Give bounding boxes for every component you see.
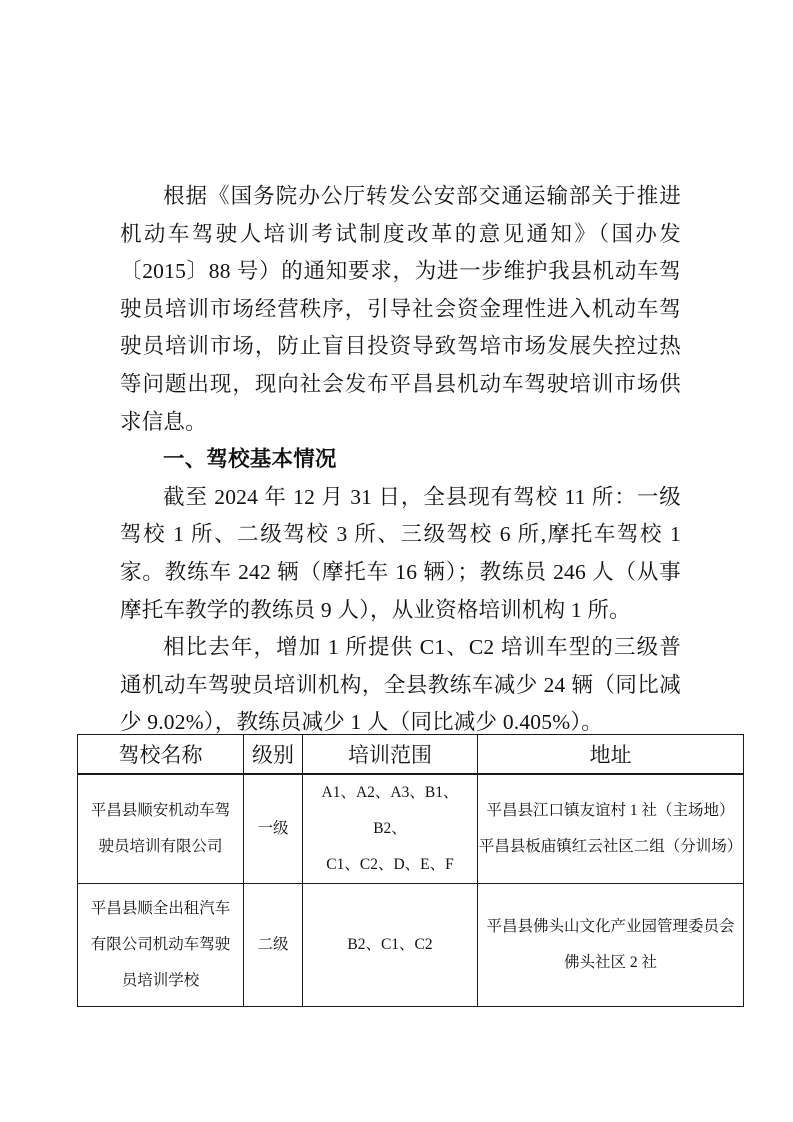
- address-line: 平昌县佛头山文化产业园管理委员会: [486, 918, 735, 935]
- address-line: 佛头社区 2 社: [563, 954, 657, 971]
- driving-schools-table: [77, 734, 744, 1007]
- scope-line: C1、C2、D、E、F: [326, 856, 454, 873]
- paragraph-comparison: 相比去年，增加 1 所提供 C1、C2 培训车型的三级普通机动车驾驶员培训机构，全县教练车减少 24 辆（同比减少 9.02%），教练员减少 1 人（同比减少 0.405%）。: [120, 635, 681, 735]
- address-cell: [478, 774, 744, 884]
- school-name-line: 平昌县顺安机动车驾: [90, 802, 231, 819]
- document-body: [120, 178, 681, 742]
- address-cell: [478, 884, 744, 1007]
- training-scope-cell: [303, 884, 478, 1007]
- paragraph-overview: 截至 2024 年 12 月 31 日，全县现有驾校 11 所：一级驾校 1 所、二级驾校 3 所、三级驾校 6 所,摩托车驾校 1 家。教练车 242 辆（摩托车 16 辆）；教练员 246 人（从事摩托车教学的教练员 9 人），从业资格培训机构 1 所。: [120, 484, 681, 622]
- address-line: 平昌县板庙镇红云社区二组（分训场）: [478, 838, 743, 855]
- scope-line: B2、C1、C2: [347, 936, 433, 953]
- training-scope-cell: [303, 774, 478, 884]
- level-cell: 二级: [244, 884, 303, 1007]
- section-heading: 一、驾校基本情况: [163, 447, 337, 472]
- col-header-address: 地址: [478, 735, 744, 775]
- address-line: 平昌县江口镇友谊村 1 社（主场地）: [486, 802, 735, 819]
- school-name-line: 驶员培训有限公司: [98, 838, 223, 855]
- col-header-school-name: 驾校名称: [78, 735, 244, 775]
- school-name-line: 有限公司机动车驾驶: [90, 936, 231, 953]
- paragraph-intro: 根据《国务院办公厅转发公安部交通运输部关于推进机动车驾驶人培训考试制度改革的意见通知》（国办发〔2015〕88 号）的通知要求，为进一步维护我县机动车驾驶员培训市场经营秩序，引导社会资金理性进入机动车驾驶员培训市场，防止盲目投资导致驾培市场发展失控过热等问题出现，现向社会发布平昌县机动车驾驶培训市场供求信息。: [120, 184, 681, 434]
- col-header-level: 级别: [244, 735, 303, 775]
- table-row: [78, 774, 744, 884]
- scope-line: A1、A2、A3、B1、: [321, 784, 459, 801]
- table-header-row: [78, 735, 744, 775]
- table-row: [78, 884, 744, 1007]
- school-name-cell: [78, 774, 244, 884]
- school-name-line: 员培训学校: [121, 972, 200, 989]
- school-name-cell: [78, 884, 244, 1007]
- level-cell: 一级: [244, 774, 303, 884]
- school-name-line: 平昌县顺全出租汽车: [90, 900, 231, 917]
- scope-line: B2、: [373, 820, 407, 837]
- col-header-training-scope: 培训范围: [303, 735, 478, 775]
